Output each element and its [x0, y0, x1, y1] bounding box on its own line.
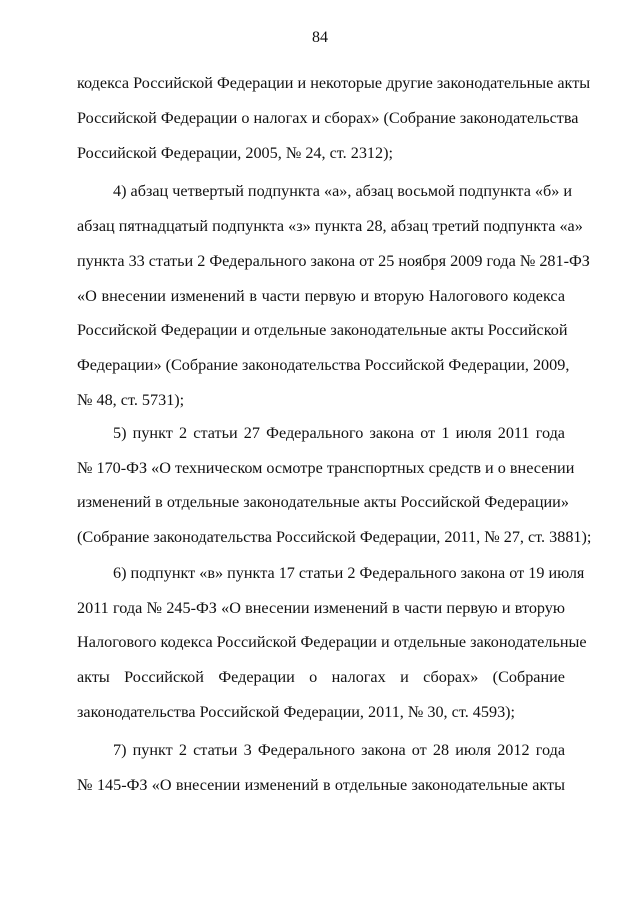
text-line: Российской Федерации о налогах и сборах» (Собрание законодательства	[77, 109, 579, 127]
text-line: абзац пятнадцатый подпункта «з» пункта 28, абзац третий подпункта «а»	[77, 217, 583, 235]
text-line: акты Российской Федерации о налогах и сборах» (Собрание	[77, 668, 565, 686]
text-line: Налогового кодекса Российской Федерации и отдельные законодательные	[77, 633, 587, 651]
text-line: Российской Федерации и отдельные законодательные акты Российской	[77, 321, 568, 339]
text-line: Федерации» (Собрание законодательства Российской Федерации, 2009,	[77, 356, 570, 374]
text-line: «О внесении изменений в части первую и вторую Налогового кодекса	[77, 287, 565, 305]
text-line: № 48, ст. 5731);	[77, 391, 185, 409]
text-line: (Собрание законодательства Российской Федерации, 2011, № 27, ст. 3881);	[77, 528, 592, 546]
text-line: Российской Федерации, 2005, № 24, ст. 2312);	[77, 144, 394, 162]
text-line: 7) пункт 2 статьи 3 Федерального закона от 28 июля 2012 года	[113, 741, 565, 759]
text-line: изменений в отдельные законодательные акты Российской Федерации»	[77, 493, 569, 511]
text-line: пункта 33 статьи 2 Федерального закона от 25 ноября 2009 года № 281-ФЗ	[77, 252, 590, 270]
text-line: кодекса Российской Федерации и некоторые другие законодательные акты	[77, 74, 591, 92]
text-line: законодательства Российской Федерации, 2011, № 30, ст. 4593);	[77, 703, 516, 721]
text-line: № 170-ФЗ «О техническом осмотре транспортных средств и о внесении	[77, 459, 575, 477]
text-line: 2011 года № 245-ФЗ «О внесении изменений в части первую и вторую	[77, 599, 565, 617]
text-line: 5) пункт 2 статьи 27 Федерального закона от 1 июля 2011 года	[113, 424, 565, 442]
text-line: 4) абзац четвертый подпункта «а», абзац восьмой подпункта «б» и	[113, 182, 573, 200]
text-line: 6) подпункт «в» пункта 17 статьи 2 Федерального закона от 19 июля	[113, 564, 585, 582]
page-number: 84	[312, 29, 328, 46]
text-line: № 145-ФЗ «О внесении изменений в отдельные законодательные акты	[77, 776, 565, 794]
